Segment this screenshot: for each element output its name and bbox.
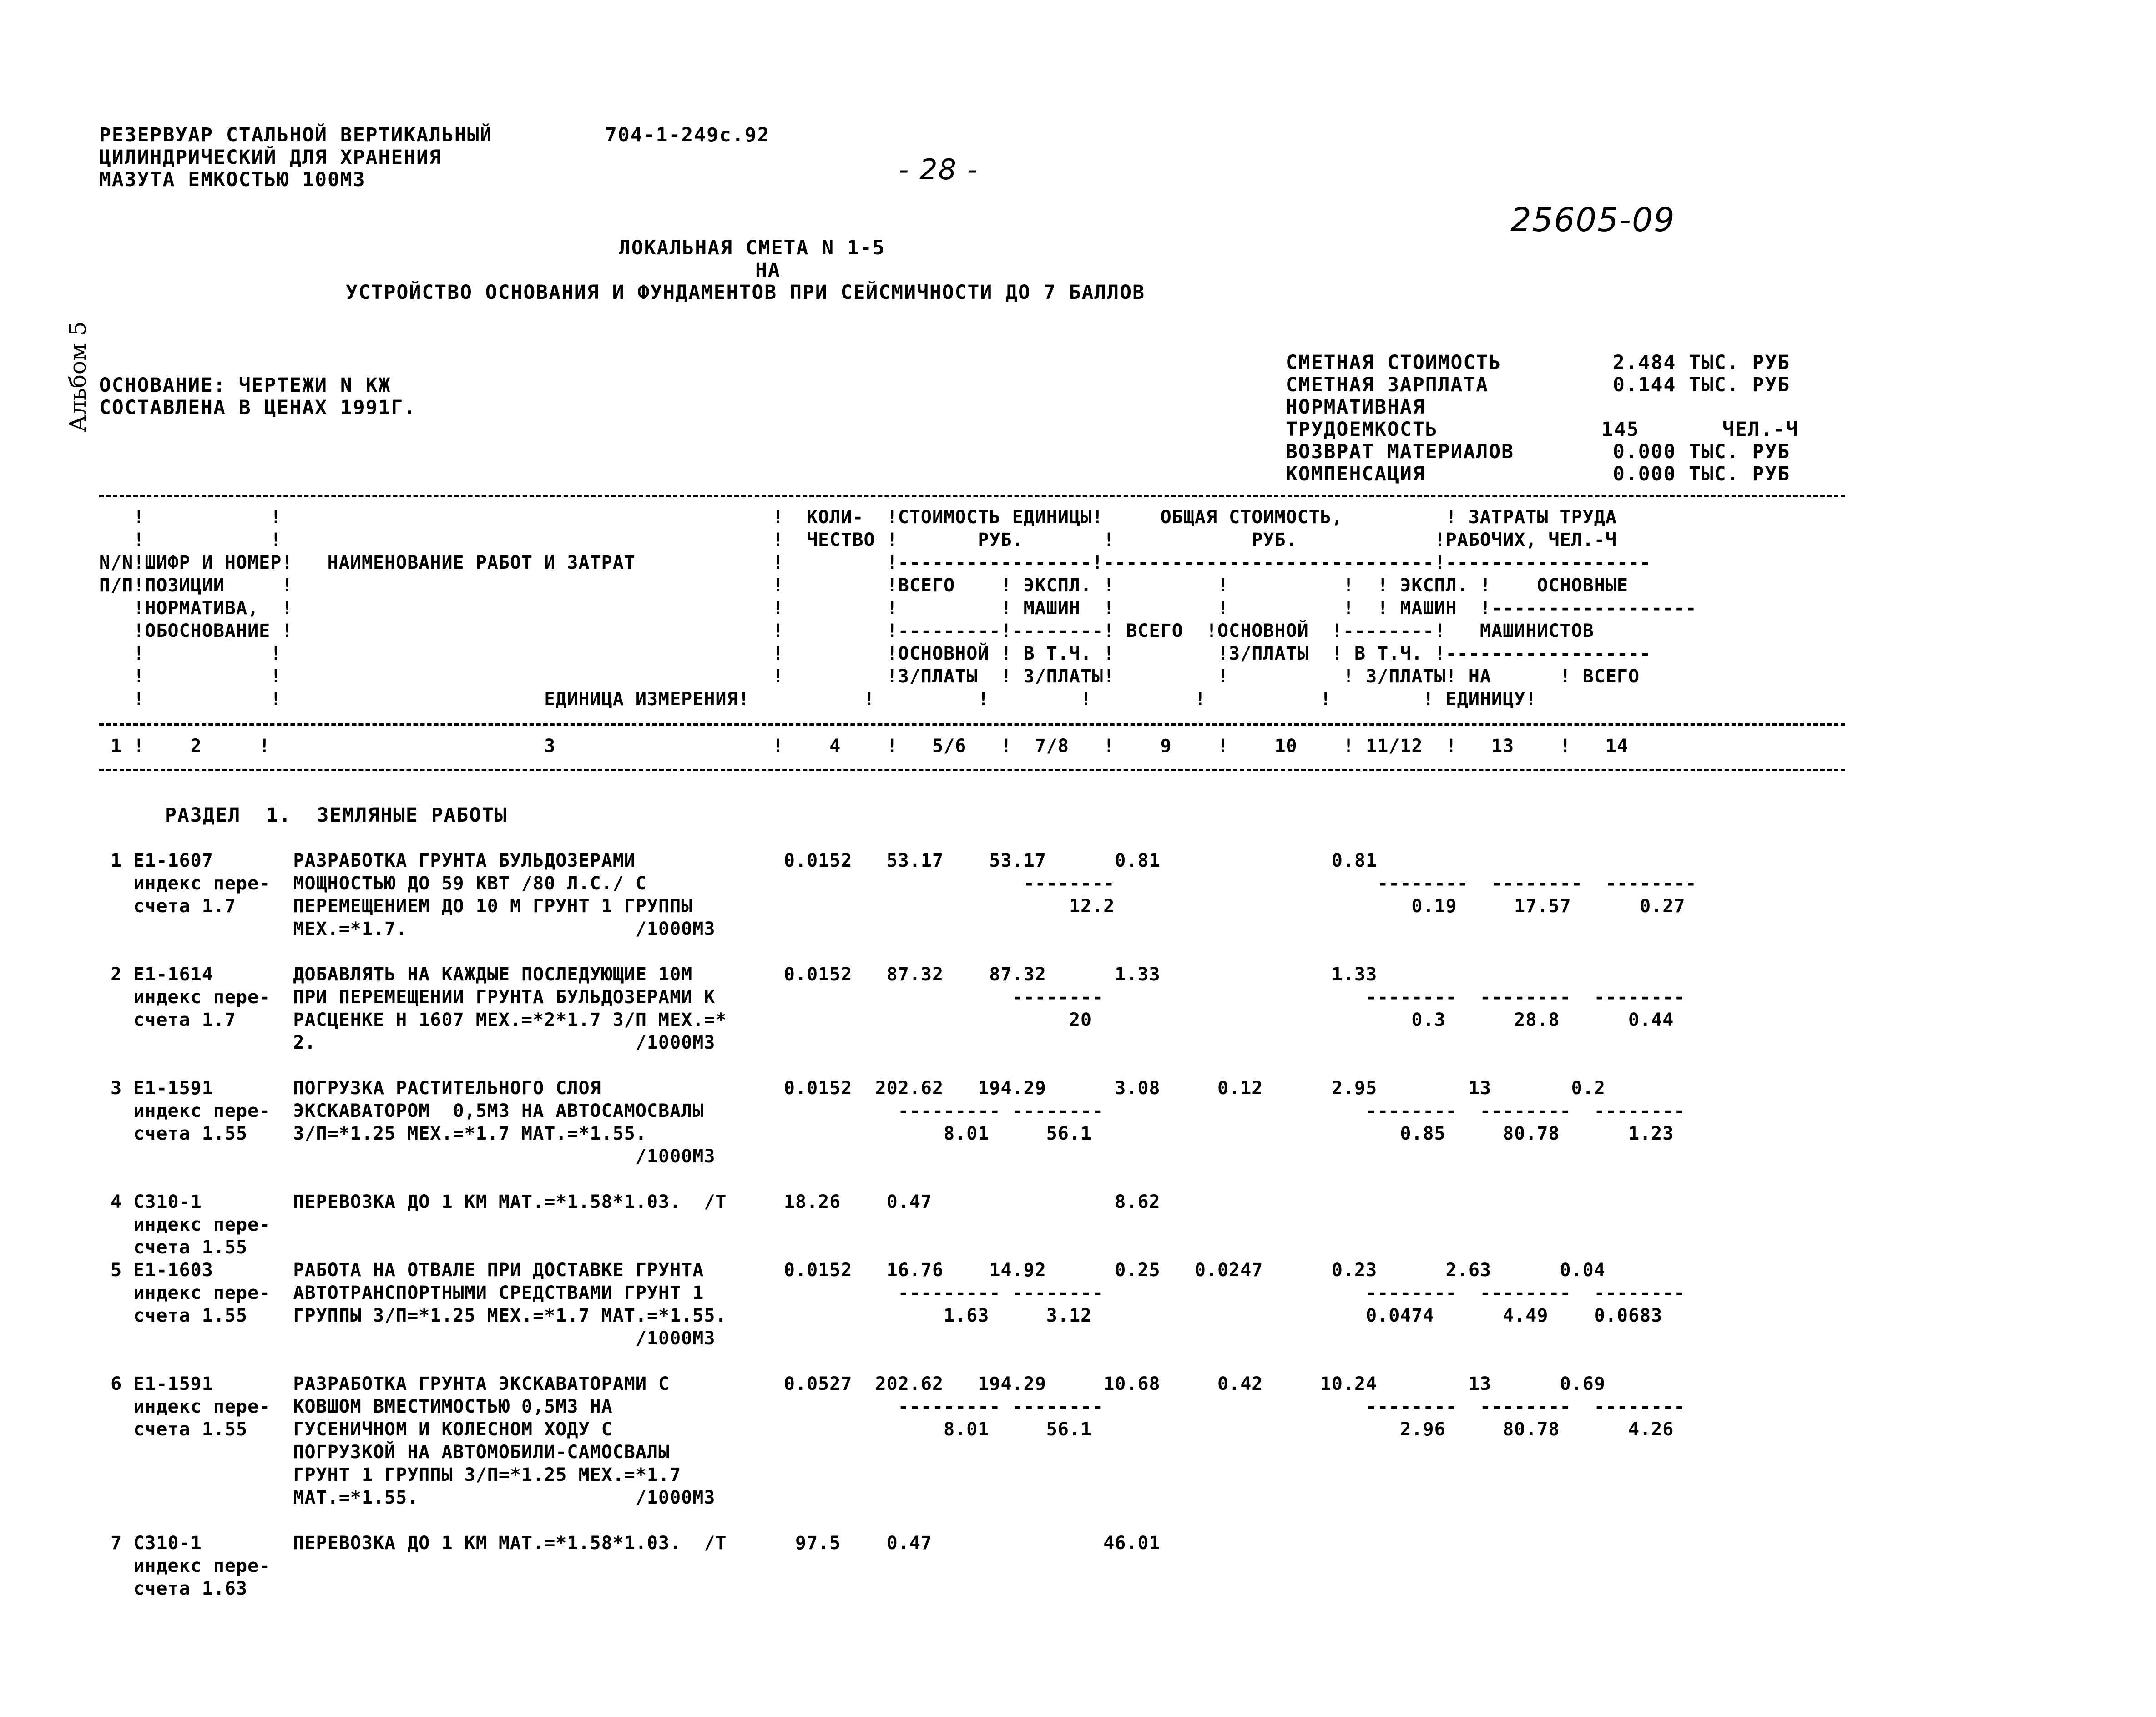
summary-value: 0.000 <box>1613 463 1676 485</box>
basis-line-2: СОСТАВЛЕНА В ЦЕНАХ 1991Г. <box>99 396 417 419</box>
row-line: счета 1.55 ГРУППЫ З/П=*1.25 МЕХ.=*1.7 МАТ.=*1.55. 1.63 3.12 0.0474 4.49 0.0683 <box>99 1305 1663 1326</box>
summary-unit: ЧЕЛ.-Ч <box>1722 418 1799 441</box>
row-line: индекс пере- <box>99 1555 271 1576</box>
row-line: МАТ.=*1.55. /1000М3 <box>99 1487 716 1508</box>
column-numbers: 1 ! 2 ! 3 ! 4 ! 5/6 ! 7/8 ! 9 ! 10 ! 11/12 ! 13 ! 14 <box>99 736 1628 757</box>
row-line: МЕХ.=*1.7. /1000М3 <box>99 919 716 939</box>
header-line: !ОБОСНОВАНИЕ ! ! !---------!--------! ВСЕГО !ОСНОВНОЙ !--------! МАШИНИСТОВ <box>99 621 1594 641</box>
object-line-2: ЦИЛИНДРИЧЕСКИЙ ДЛЯ ХРАНЕНИЯ <box>99 146 442 169</box>
document-number: 25605-09 <box>1510 201 1676 239</box>
table-row <box>99 1259 1697 1373</box>
album-label: Альбом 5 <box>65 321 91 432</box>
header-line: ! ! ! ЧЕСТВО ! РУБ. ! РУБ. !РАБОЧИХ, ЧЕЛ.-Ч <box>99 530 1617 550</box>
row-line: 1 Е1-1607 РАЗРАБОТКА ГРУНТА БУЛЬДОЗЕРАМИ 0.0152 53.17 53.17 0.81 0.81 <box>99 850 1378 871</box>
title-line-2: НА <box>755 259 781 282</box>
row-line: счета 1.55 <box>99 1237 248 1258</box>
row-line: индекс пере- <box>99 1214 271 1235</box>
row-line: 7 С310-1 ПЕРЕВОЗКА ДО 1 КМ МАТ.=*1.58*1.03. /Т 97.5 0.47 46.01 <box>99 1533 1161 1554</box>
summary-label: ТРУДОЕМКОСТЬ <box>1286 418 1438 441</box>
row-line: 3 Е1-1591 ПОГРУЗКА РАСТИТЕЛЬНОГО СЛОЯ 0.0152 202.62 194.29 3.08 0.12 2.95 13 0.2 <box>99 1078 1606 1099</box>
summary-label: СМЕТНАЯ ЗАРПЛАТА <box>1286 374 1489 396</box>
summary-value: 2.484 <box>1613 351 1676 374</box>
row-line: счета 1.7 РАСЦЕНКЕ Н 1607 МЕХ.=*2*1.7 З/П МЕХ.=* 20 0.3 28.8 0.44 <box>99 1010 1674 1030</box>
row-line: 5 Е1-1603 РАБОТА НА ОТВАЛЕ ПРИ ДОСТАВКЕ ГРУНТА 0.0152 16.76 14.92 0.25 0.0247 0.23 2.63 0.04 <box>99 1260 1606 1281</box>
summary-value: 0.000 <box>1613 440 1676 463</box>
row-line: счета 1.55 З/П=*1.25 МЕХ.=*1.7 МАТ.=*1.55. 8.01 56.1 0.85 80.78 1.23 <box>99 1123 1674 1144</box>
row-line: индекс пере- ПРИ ПЕРЕМЕЩЕНИИ ГРУНТА БУЛЬДОЗЕРАМИ К -------- -------- -------- -------- <box>99 987 1686 1008</box>
row-line: 4 С310-1 ПЕРЕВОЗКА ДО 1 КМ МАТ.=*1.58*1.03. /Т 18.26 0.47 8.62 <box>99 1192 1161 1212</box>
object-line-3: МАЗУТА ЕМКОСТЬЮ 100М3 <box>99 168 366 191</box>
title-line-1: ЛОКАЛЬНАЯ СМЕТА N 1-5 <box>619 237 885 259</box>
table-header <box>99 506 1697 711</box>
summary-value: 145 <box>1601 418 1640 441</box>
header-line: ! ! ! !ОСНОВНОЙ ! В Т.Ч. ! !З/ПЛАТЫ ! В Т.Ч. !------------------ <box>99 643 1651 664</box>
page-number: - 28 - <box>899 153 979 186</box>
summary-unit: ТЫС. РУБ <box>1689 463 1791 485</box>
header-line: П/П!ПОЗИЦИИ ! ! !ВСЕГО ! ЭКСПЛ. ! ! ! ! ЭКСПЛ. ! ОСНОВНЫЕ <box>99 575 1628 596</box>
header-line: !НОРМАТИВА, ! ! ! ! МАШИН ! ! ! ! МАШИН !------------------ <box>99 598 1697 619</box>
header-line: ! ! ! КОЛИ- !СТОИМОСТЬ ЕДИНИЦЫ! ОБЩАЯ СТОИМОСТЬ, ! ЗАТРАТЫ ТРУДА <box>99 507 1617 528</box>
basis-line-1: ОСНОВАНИЕ: ЧЕРТЕЖИ N КЖ <box>99 374 391 397</box>
row-line: индекс пере- КОВШОМ ВМЕСТИМОСТЬЮ 0,5М3 НА --------- -------- -------- -------- -------- <box>99 1396 1686 1417</box>
row-line: счета 1.55 ГУСЕНИЧНОМ И КОЛЕСНОМ ХОДУ С 8.01 56.1 2.96 80.78 4.26 <box>99 1419 1674 1440</box>
row-line: ПОГРУЗКОЙ НА АВТОМОБИЛИ-САМОСВАЛЫ <box>99 1442 670 1463</box>
row-line: 6 Е1-1591 РАЗРАБОТКА ГРУНТА ЭКСКАВАТОРАМИ С 0.0527 202.62 194.29 10.68 0.42 10.24 13 0.69 <box>99 1374 1606 1394</box>
table-row <box>99 1191 1697 1259</box>
project-code: 704-1-249с.92 <box>605 124 770 146</box>
row-line: счета 1.7 ПЕРЕМЕЩЕНИЕМ ДО 10 М ГРУНТ 1 ГРУППЫ 12.2 0.19 17.57 0.27 <box>99 896 1686 917</box>
row-line: индекс пере- МОЩНОСТЬЮ ДО 59 КВТ /80 Л.С./ С -------- -------- -------- -------- <box>99 873 1697 894</box>
section-title: РАЗДЕЛ 1. ЗЕМЛЯНЫЕ РАБОТЫ <box>165 804 507 827</box>
row-line: счета 1.63 <box>99 1578 248 1599</box>
table-row <box>99 1532 1697 1600</box>
summary-label: НОРМАТИВНАЯ <box>1286 396 1425 419</box>
summary-label: ВОЗВРАТ МАТЕРИАЛОВ <box>1286 440 1514 463</box>
summary-value: 0.144 <box>1613 374 1676 396</box>
summary-unit: ТЫС. РУБ <box>1689 351 1791 374</box>
table-top-rule <box>99 495 1845 497</box>
row-line: /1000М3 <box>99 1146 716 1167</box>
row-line: индекс пере- АВТОТРАНСПОРТНЫМИ СРЕДСТВАМИ ГРУНТ 1 --------- -------- -------- -------- -------- <box>99 1283 1686 1303</box>
row-line: ГРУНТ 1 ГРУППЫ З/П=*1.25 МЕХ.=*1.7 <box>99 1464 682 1485</box>
row-line: 2 Е1-1614 ДОБАВЛЯТЬ НА КАЖДЫЕ ПОСЛЕДУЮЩИЕ 10М 0.0152 87.32 87.32 1.33 1.33 <box>99 964 1378 985</box>
title-line-3: УСТРОЙСТВО ОСНОВАНИЯ И ФУНДАМЕНТОВ ПРИ СЕЙСМИЧНОСТИ ДО 7 БАЛЛОВ <box>346 281 1145 304</box>
summary-label: СМЕТНАЯ СТОИМОСТЬ <box>1286 351 1502 374</box>
table-row <box>99 1373 1697 1532</box>
header-line: ! ! ЕДИНИЦА ИЗМЕРЕНИЯ! ! ! ! ! ! ! ЕДИНИЦУ! <box>99 689 1537 710</box>
row-line: /1000М3 <box>99 1328 716 1349</box>
table-row <box>99 849 1697 963</box>
row-line: индекс пере- ЭКСКАВАТОРОМ 0,5М3 НА АВТОСАМОСВАЛЫ --------- -------- -------- -------- -------- <box>99 1101 1686 1121</box>
table-row <box>99 963 1697 1077</box>
header-line: N/N!ШИФР И НОМЕР! НАИМЕНОВАНИЕ РАБОТ И ЗАТРАТ ! !-----------------!-----------------------------!------------------ <box>99 552 1651 573</box>
table-row <box>99 1077 1697 1191</box>
row-line: 2. /1000М3 <box>99 1032 716 1053</box>
header-bottom-rule <box>99 723 1845 726</box>
summary-label: КОМПЕНСАЦИЯ <box>1286 463 1425 485</box>
object-line-1: РЕЗЕРВУАР СТАЛЬНОЙ ВЕРТИКАЛЬНЫЙ <box>99 124 493 146</box>
column-numbers-rule <box>99 769 1845 771</box>
header-line: ! ! ! !З/ПЛАТЫ ! З/ПЛАТЫ! ! ! З/ПЛАТЫ! НА ! ВСЕГО <box>99 666 1640 687</box>
estimate-rows <box>99 849 1697 1600</box>
summary-unit: ТЫС. РУБ <box>1689 374 1791 396</box>
summary-unit: ТЫС. РУБ <box>1689 440 1791 463</box>
